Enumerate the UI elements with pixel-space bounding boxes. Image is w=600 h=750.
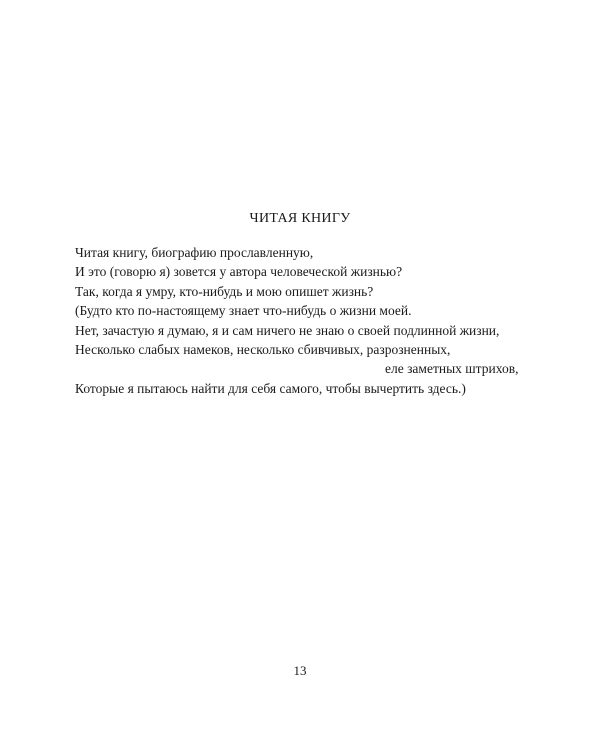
poem-line: (Будто кто по-настоящему знает что-нибудь о жизни моей. xyxy=(75,303,412,319)
poem-line: Читая книгу, биографию прославленную, xyxy=(75,245,314,260)
poem-line-indented: еле заметных штрихов, xyxy=(385,361,519,377)
poem-line: Нет, зачастую я думаю, я и сам ничего не знаю о своей подлинной жизни, xyxy=(75,322,500,338)
page-number: 13 xyxy=(293,663,307,678)
poem-line: Так, когда я умру, кто-нибудь и мою опишет жизнь? xyxy=(75,283,374,299)
poem-body xyxy=(75,243,555,398)
poem-line: Которые я пытаюсь найти для себя самого, чтобы вычертить здесь.) xyxy=(75,380,466,396)
poem-line: Несколько слабых намеков, несколько сбивчивых, разрозненных, xyxy=(75,342,451,358)
poem-line: И это (говорю я) зовется у автора человеческой жизнью? xyxy=(75,264,403,280)
poem-title: ЧИТАЯ КНИГУ xyxy=(249,211,351,226)
